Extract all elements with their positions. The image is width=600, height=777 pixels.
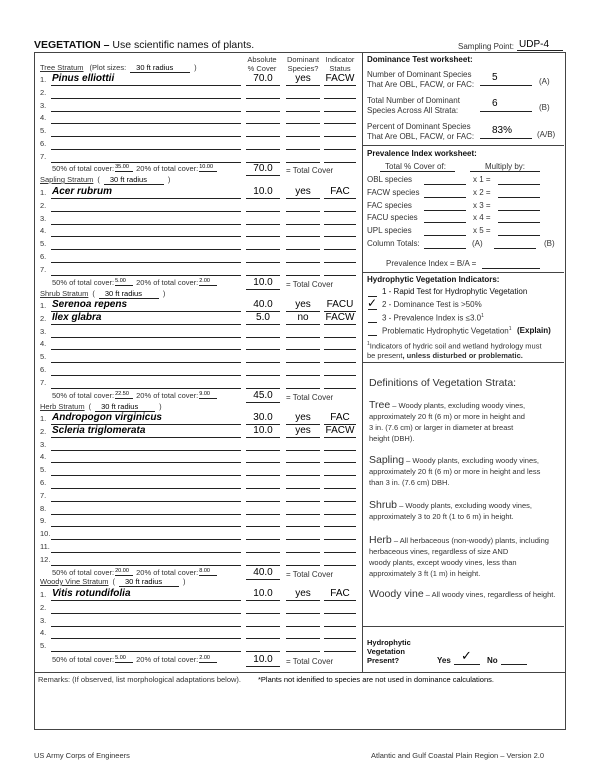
tree-indicator-field[interactable]: FACW bbox=[325, 73, 355, 84]
herb-dominant-field[interactable]: yes bbox=[295, 424, 311, 436]
sapling-plot-size[interactable]: 30 ft radius bbox=[104, 176, 164, 185]
shrub-plot-size[interactable]: 30 ft radius bbox=[99, 290, 159, 299]
tree-stratum-header: Tree Stratum (Plot sizes: 30 ft radius ) bbox=[40, 63, 197, 72]
shrub-cover-field[interactable]: 40.0 bbox=[253, 299, 273, 310]
shrub-dominant-field[interactable]: yes bbox=[295, 299, 311, 310]
herb-indicator-field[interactable]: FACW bbox=[325, 424, 355, 436]
herb-dominant-field[interactable]: yes bbox=[295, 412, 311, 423]
shrub-indicator-field[interactable]: FACU bbox=[326, 299, 354, 310]
prevalence-title: Prevalence Index worksheet: bbox=[367, 149, 477, 158]
remarks-label: Remarks: (If observed, list morphological adaptations below). bbox=[38, 675, 242, 684]
shrub-stratum-header: Shrub Stratum ( 30 ft radius ) bbox=[40, 289, 166, 298]
woody-stratum-header: Woody Vine Stratum ( 30 ft radius ) bbox=[40, 577, 186, 586]
dominance-title: Dominance Test worksheet: bbox=[367, 55, 473, 64]
dominant-header: Dominant Species? bbox=[286, 55, 320, 73]
sapling-indicator-field[interactable]: FAC bbox=[330, 186, 350, 197]
herb-total-cover[interactable]: 40.0 bbox=[253, 567, 273, 578]
form-title: VEGETATION – Use scientific names of plants. bbox=[34, 39, 255, 51]
definitions-title: Definitions of Vegetation Strata: bbox=[369, 377, 517, 389]
tree-plot-size[interactable]: 30 ft radius bbox=[130, 64, 190, 73]
shrub-species-field[interactable]: Ilex glabra bbox=[52, 311, 102, 323]
sapling-cover-field[interactable]: 10.0 bbox=[253, 186, 273, 197]
shrub-dominant-field[interactable]: no bbox=[297, 311, 309, 323]
shrub-total-cover[interactable]: 45.0 bbox=[253, 390, 273, 401]
sapling-fifty-value[interactable]: 5.00 bbox=[115, 279, 133, 286]
herb-stratum-header: Herb Stratum ( 30 ft radius ) bbox=[40, 402, 162, 411]
indicator-header: Indicator Status bbox=[325, 55, 355, 73]
shrub-twenty-value[interactable]: 9.00 bbox=[199, 392, 217, 399]
dominance-q3: Percent of Dominant Species That Are OBL, FACW, or FAC: bbox=[367, 122, 475, 141]
woody-plot-size[interactable]: 30 ft radius bbox=[119, 578, 179, 587]
definition-herb: Herb – All herbaceous (non-woody) plants, including herbaceous vines, regardless of size AND woody plants, except woody vines, less than approximately 3 ft (1 m) in height. bbox=[369, 534, 549, 578]
dominance-q2: Total Number of Dominant Species Across All Strata: bbox=[367, 96, 460, 115]
footer-right: Atlantic and Gulf Coastal Plain Region – Version 2.0 bbox=[371, 751, 545, 760]
sapling-dominant-field[interactable]: yes bbox=[295, 186, 311, 197]
dominance-a2[interactable]: 6 bbox=[492, 98, 498, 109]
herb-species-field[interactable]: Andropogon virginicus bbox=[52, 412, 162, 423]
footer-left: US Army Corps of Engineers bbox=[34, 751, 130, 760]
present-label: Hydrophytic Vegetation Present? bbox=[367, 638, 411, 665]
sapling-twenty-value[interactable]: 2.00 bbox=[199, 279, 217, 286]
woody-cover-field[interactable]: 10.0 bbox=[253, 588, 273, 599]
definition-sapling: Sapling – Woody plants, excluding woody vines, approximately 20 ft (6 m) or more in height and less than 3 in. (7.6 cm) DBH. bbox=[369, 454, 541, 487]
herb-indicator-field[interactable]: FAC bbox=[330, 412, 350, 423]
woody-indicator-field[interactable]: FAC bbox=[330, 588, 350, 599]
hydro-title: Hydrophytic Vegetation Indicators: bbox=[367, 275, 500, 284]
herb-species-field[interactable]: Scleria triglomerata bbox=[52, 424, 146, 436]
dominance-a3[interactable]: 83% bbox=[492, 125, 513, 136]
herb-cover-field[interactable]: 10.0 bbox=[253, 424, 273, 436]
tree-twenty-value[interactable]: 10.00 bbox=[199, 165, 217, 172]
sapling-total-cover[interactable]: 10.0 bbox=[253, 277, 273, 288]
herb-cover-field[interactable]: 30.0 bbox=[253, 412, 273, 423]
shrub-indicator-field[interactable]: FACW bbox=[325, 311, 355, 323]
woody-cover-summary: 50% of total cover:5.00 20% of total cover:2.00 bbox=[52, 656, 217, 664]
woody-total-cover[interactable]: 10.0 bbox=[253, 654, 273, 665]
definition-tree: Tree – Woody plants, excluding woody vines, approximately 20 ft (6 m) or more in height and 3 in. (7.6 cm) or larger in diameter at breast height (DBH). bbox=[369, 399, 526, 443]
shrub-cover-field[interactable]: 5.0 bbox=[256, 311, 270, 323]
tree-dominant-field[interactable]: yes bbox=[295, 73, 311, 84]
woody-twenty-value[interactable]: 2.00 bbox=[199, 656, 217, 663]
tree-species-field[interactable]: Pinus elliottii bbox=[52, 73, 115, 84]
tree-fifty-value[interactable]: 35.00 bbox=[115, 165, 133, 172]
definition-vine: Woody vine – All woody vines, regardless of height. bbox=[369, 588, 556, 600]
dominance-check[interactable]: ✓ bbox=[367, 296, 378, 310]
sapling-stratum-header: Sapling Stratum ( 30 ft radius ) bbox=[40, 175, 171, 184]
herb-twenty-value[interactable]: 8.00 bbox=[199, 569, 217, 576]
woody-fifty-value[interactable]: 5.00 bbox=[115, 656, 133, 663]
herb-fifty-value[interactable]: 20.00 bbox=[115, 569, 133, 576]
shrub-cover-summary: 50% of total cover:22.50 20% of total cover:9.00 bbox=[52, 392, 217, 400]
woody-species-field[interactable]: Vitis rotundifolia bbox=[52, 588, 131, 599]
definition-shrub: Shrub – Woody plants, excluding woody vines, approximately 3 to 20 ft (1 to 6 m) in height. bbox=[369, 499, 532, 521]
shrub-species-field[interactable]: Serenoa repens bbox=[52, 299, 128, 310]
tree-cover-field[interactable]: 70.0 bbox=[253, 73, 273, 84]
herb-plot-size[interactable]: 30 ft radius bbox=[95, 403, 155, 412]
tree-cover-summary: 50% of total cover:35.00 20% of total cover:10.00 bbox=[52, 165, 217, 173]
herb-cover-summary: 50% of total cover:20.00 20% of total cover:8.00 bbox=[52, 569, 217, 577]
absolute-cover-header: Absolute % Cover bbox=[247, 55, 277, 73]
sapling-species-field[interactable]: Acer rubrum bbox=[52, 186, 113, 197]
shrub-fifty-value[interactable]: 22.50 bbox=[115, 392, 133, 399]
tree-total-cover[interactable]: 70.0 bbox=[253, 163, 273, 174]
remarks-note[interactable]: *Plants not idenified to species are not used in dominance calculations. bbox=[258, 675, 494, 684]
sampling-point-label: Sampling Point: bbox=[458, 42, 515, 51]
dominance-a1[interactable]: 5 bbox=[492, 72, 498, 83]
sapling-cover-summary: 50% of total cover:5.00 20% of total cover:2.00 bbox=[52, 279, 217, 287]
dominance-q1: Number of Dominant Species That Are OBL, FACW, or FAC: bbox=[367, 70, 475, 89]
present-yes-check[interactable]: ✓ bbox=[461, 648, 472, 663]
sampling-point-value[interactable]: UDP-4 bbox=[519, 39, 550, 50]
woody-dominant-field[interactable]: yes bbox=[295, 588, 311, 599]
